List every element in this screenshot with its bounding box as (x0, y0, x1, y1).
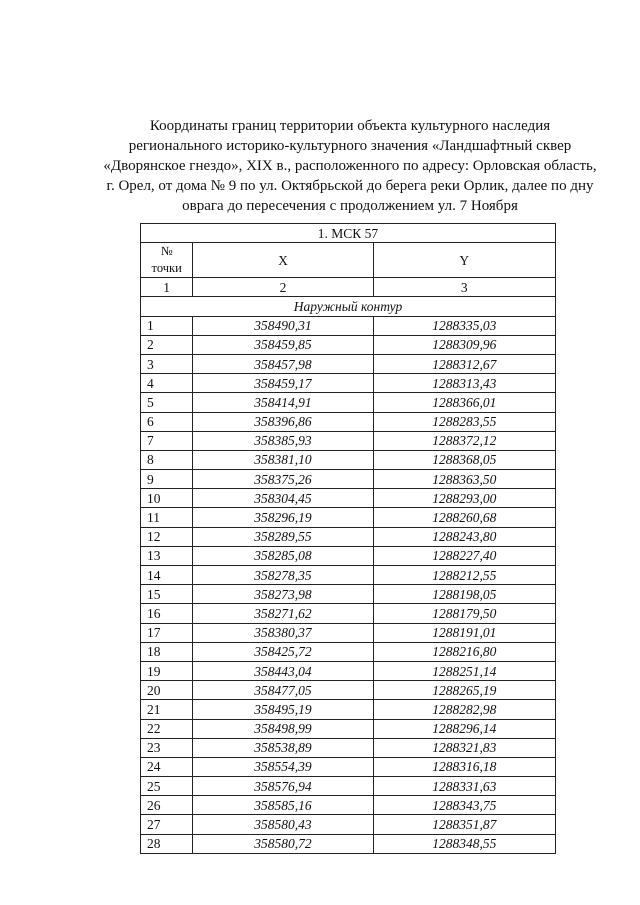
x-coordinate: 358576,94 (193, 777, 373, 796)
column-index-row (141, 278, 556, 297)
column-index: 3 (373, 278, 555, 297)
point-number-header (141, 243, 193, 278)
y-coordinate: 1288363,50 (373, 470, 555, 489)
table-row (141, 796, 556, 815)
x-coordinate: 358580,43 (193, 815, 373, 834)
point-number: 2 (141, 335, 193, 354)
table-row (141, 642, 556, 661)
table-row (141, 374, 556, 393)
table-row (141, 585, 556, 604)
table-system-row (141, 224, 556, 243)
y-coordinate: 1288179,50 (373, 604, 555, 623)
table-row (141, 431, 556, 450)
point-number: 20 (141, 681, 193, 700)
y-coordinate: 1288293,00 (373, 489, 555, 508)
table-row (141, 623, 556, 642)
y-coordinate: 1288282,98 (373, 700, 555, 719)
x-coordinate: 358278,35 (193, 566, 373, 585)
table-row (141, 815, 556, 834)
point-number: 5 (141, 393, 193, 412)
x-coordinate: 358459,85 (193, 335, 373, 354)
y-column-header: Y (373, 243, 555, 278)
table-row (141, 450, 556, 469)
table-row (141, 661, 556, 680)
point-number: 8 (141, 450, 193, 469)
x-column-header: X (193, 243, 373, 278)
point-number: 4 (141, 374, 193, 393)
y-coordinate: 1288283,55 (373, 412, 555, 431)
point-number: 25 (141, 777, 193, 796)
point-number: 21 (141, 700, 193, 719)
x-coordinate: 358477,05 (193, 681, 373, 700)
x-coordinate: 358554,39 (193, 757, 373, 776)
table-row (141, 508, 556, 527)
table-row (141, 546, 556, 565)
point-number: 26 (141, 796, 193, 815)
point-number: 7 (141, 431, 193, 450)
title-line: регионального историко-культурного значения «Ландшафтный сквер (128, 138, 572, 154)
point-number: 24 (141, 757, 193, 776)
point-number: 19 (141, 661, 193, 680)
point-number-header-line2: точки (151, 261, 182, 276)
table-row (141, 738, 556, 757)
title-line: г. Орел, от дома № 9 по ул. Октябрьской до берега реки Орлик, далее по дну (106, 178, 594, 194)
point-number: 27 (141, 815, 193, 834)
point-number: 6 (141, 412, 193, 431)
point-number: 3 (141, 354, 193, 373)
section-row (141, 297, 556, 316)
column-index: 2 (193, 278, 373, 297)
x-coordinate: 358304,45 (193, 489, 373, 508)
table-row (141, 354, 556, 373)
table-row (141, 834, 556, 853)
x-coordinate: 358585,16 (193, 796, 373, 815)
y-coordinate: 1288313,43 (373, 374, 555, 393)
point-number: 18 (141, 642, 193, 661)
table-row (141, 777, 556, 796)
coordinates-table (140, 223, 556, 854)
point-number: 9 (141, 470, 193, 489)
x-coordinate: 358457,98 (193, 354, 373, 373)
y-coordinate: 1288216,80 (373, 642, 555, 661)
title-line: Координаты границ территории объекта культурного наследия (149, 118, 551, 134)
coordinate-system-label: 1. МСК 57 (141, 224, 556, 243)
point-number: 1 (141, 316, 193, 335)
y-coordinate: 1288348,55 (373, 834, 555, 853)
y-coordinate: 1288331,63 (373, 777, 555, 796)
x-coordinate: 358271,62 (193, 604, 373, 623)
point-number: 28 (141, 834, 193, 853)
table-row (141, 681, 556, 700)
x-coordinate: 358381,10 (193, 450, 373, 469)
y-coordinate: 1288212,55 (373, 566, 555, 585)
y-coordinate: 1288372,12 (373, 431, 555, 450)
y-coordinate: 1288296,14 (373, 719, 555, 738)
table-body (141, 316, 556, 853)
table-row (141, 566, 556, 585)
section-label: Наружный контур (141, 297, 556, 316)
table-row (141, 757, 556, 776)
table-row (141, 700, 556, 719)
y-coordinate: 1288265,19 (373, 681, 555, 700)
table-row (141, 719, 556, 738)
table-header-row (141, 243, 556, 278)
point-number-header-line1: № (160, 244, 173, 259)
x-coordinate: 358380,37 (193, 623, 373, 642)
y-coordinate: 1288335,03 (373, 316, 555, 335)
table-row (141, 470, 556, 489)
y-coordinate: 1288251,14 (373, 661, 555, 680)
point-number: 13 (141, 546, 193, 565)
y-coordinate: 1288351,87 (373, 815, 555, 834)
column-index: 1 (141, 278, 193, 297)
x-coordinate: 358273,98 (193, 585, 373, 604)
y-coordinate: 1288316,18 (373, 757, 555, 776)
x-coordinate: 358495,19 (193, 700, 373, 719)
x-coordinate: 358375,26 (193, 470, 373, 489)
table-row (141, 393, 556, 412)
x-coordinate: 358498,99 (193, 719, 373, 738)
title-line: оврага до пересечения с продолжением ул. 7 Ноября (182, 198, 518, 214)
table-row (141, 604, 556, 623)
x-coordinate: 358580,72 (193, 834, 373, 853)
y-coordinate: 1288343,75 (373, 796, 555, 815)
table-row (141, 489, 556, 508)
point-number: 14 (141, 566, 193, 585)
y-coordinate: 1288321,83 (373, 738, 555, 757)
point-number: 23 (141, 738, 193, 757)
point-number: 11 (141, 508, 193, 527)
x-coordinate: 358425,72 (193, 642, 373, 661)
y-coordinate: 1288309,96 (373, 335, 555, 354)
point-number: 17 (141, 623, 193, 642)
x-coordinate: 358459,17 (193, 374, 373, 393)
x-coordinate: 358289,55 (193, 527, 373, 546)
point-number: 22 (141, 719, 193, 738)
document-title (100, 116, 600, 216)
x-coordinate: 358285,08 (193, 546, 373, 565)
x-coordinate: 358490,31 (193, 316, 373, 335)
y-coordinate: 1288227,40 (373, 546, 555, 565)
x-coordinate: 358414,91 (193, 393, 373, 412)
table-row (141, 527, 556, 546)
point-number: 10 (141, 489, 193, 508)
y-coordinate: 1288198,05 (373, 585, 555, 604)
point-number: 15 (141, 585, 193, 604)
x-coordinate: 358538,89 (193, 738, 373, 757)
title-line: «Дворянское гнездо», XIX в., расположенного по адресу: Орловская область, (103, 158, 597, 174)
point-number: 16 (141, 604, 193, 623)
x-coordinate: 358296,19 (193, 508, 373, 527)
y-coordinate: 1288366,01 (373, 393, 555, 412)
x-coordinate: 358385,93 (193, 431, 373, 450)
y-coordinate: 1288312,67 (373, 354, 555, 373)
x-coordinate: 358396,86 (193, 412, 373, 431)
x-coordinate: 358443,04 (193, 661, 373, 680)
y-coordinate: 1288243,80 (373, 527, 555, 546)
table-row (141, 316, 556, 335)
y-coordinate: 1288191,01 (373, 623, 555, 642)
y-coordinate: 1288368,05 (373, 450, 555, 469)
y-coordinate: 1288260,68 (373, 508, 555, 527)
table-row (141, 412, 556, 431)
table-row (141, 335, 556, 354)
point-number: 12 (141, 527, 193, 546)
